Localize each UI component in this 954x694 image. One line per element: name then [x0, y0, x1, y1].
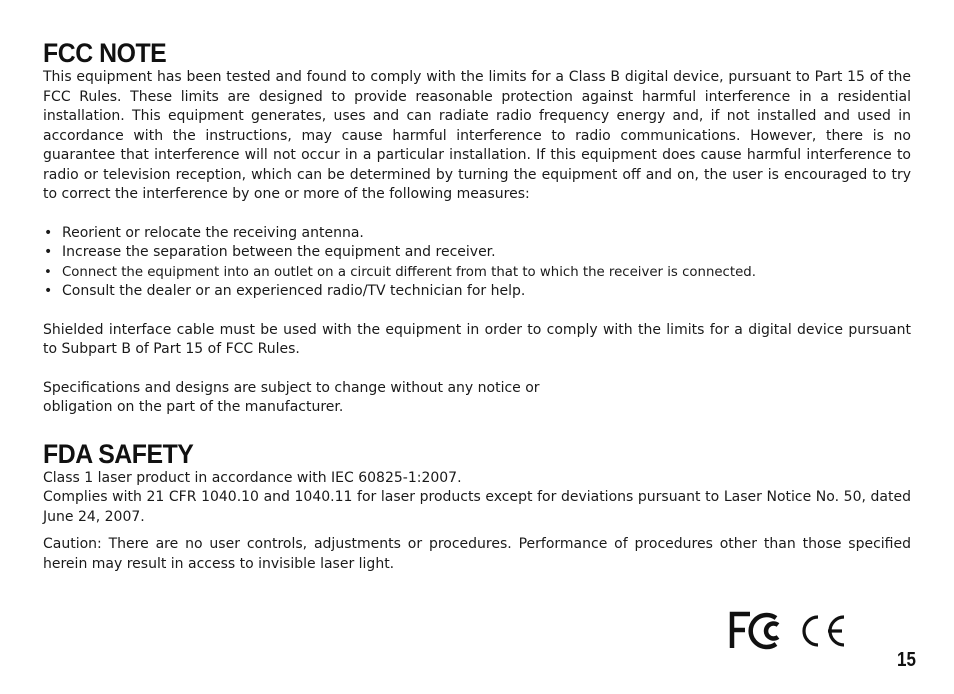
ce-mark-icon	[804, 617, 844, 645]
fda-complies-paragraph: Complies with 21 CFR 1040.10 and 1040.11 for laser products except for deviations pursuant to Laser Notice No. 50, dated June 24, 2007.	[43, 489, 911, 525]
fcc-logo-icon	[732, 614, 778, 648]
fda-caution-paragraph: Caution: There are no user controls, adjustments or procedures. Performance of procedures other than those specified herein may result in access to invisible laser light.	[43, 536, 911, 572]
specs-notice-line-1: Specifications and designs are subject to change without any notice or	[43, 379, 540, 396]
fcc-intro-paragraph: This equipment has been tested and found to comply with the limits for a Class B digital device, pursuant to Part 15 of the FCC Rules. These limits are designed to provide reasonable protection against harmful interference in a residential installation. This equipment generates, uses and can radiate radio frequency energy and, if not installed and used in accordance with the instructions, may cause harmful interference to radio communications. However, there is no guarantee that interference will not occur in a particular installation. If this equipment does cause harmful interference to radio or television reception, which can be determined by turning the equipment off and on, the user is encouraged to try to correct the interference by one or more of the following measures:	[43, 69, 911, 202]
shielded-cable-paragraph: Shielded interface cable must be used with the equipment in order to comply with the limits for a digital device pursuant to Subpart B of Part 15 of FCC Rules.	[43, 321, 911, 357]
certification-marks	[728, 608, 848, 654]
list-item: • Connect the equipment into an outlet on a circuit different from that to which the receiver is connected.	[43, 263, 911, 283]
page-number: 15	[897, 649, 916, 671]
certification-marks-svg	[728, 608, 848, 654]
list-item: • Increase the separation between the equipment and receiver.	[43, 243, 911, 263]
fcc-measures-list	[43, 224, 911, 302]
specs-notice-line-2: obligation on the part of the manufacturer.	[43, 399, 344, 415]
list-item: • Reorient or relocate the receiving antenna.	[43, 224, 911, 244]
list-item: • Consult the dealer or an experienced radio/TV technician for help.	[43, 282, 911, 302]
fda-class-line: Class 1 laser product in accordance with IEC 60825-1:2007.	[43, 469, 462, 486]
manual-page	[43, 38, 911, 574]
fda-heading: FDA SAFETY	[43, 438, 194, 469]
fcc-heading: FCC NOTE	[43, 38, 167, 68]
